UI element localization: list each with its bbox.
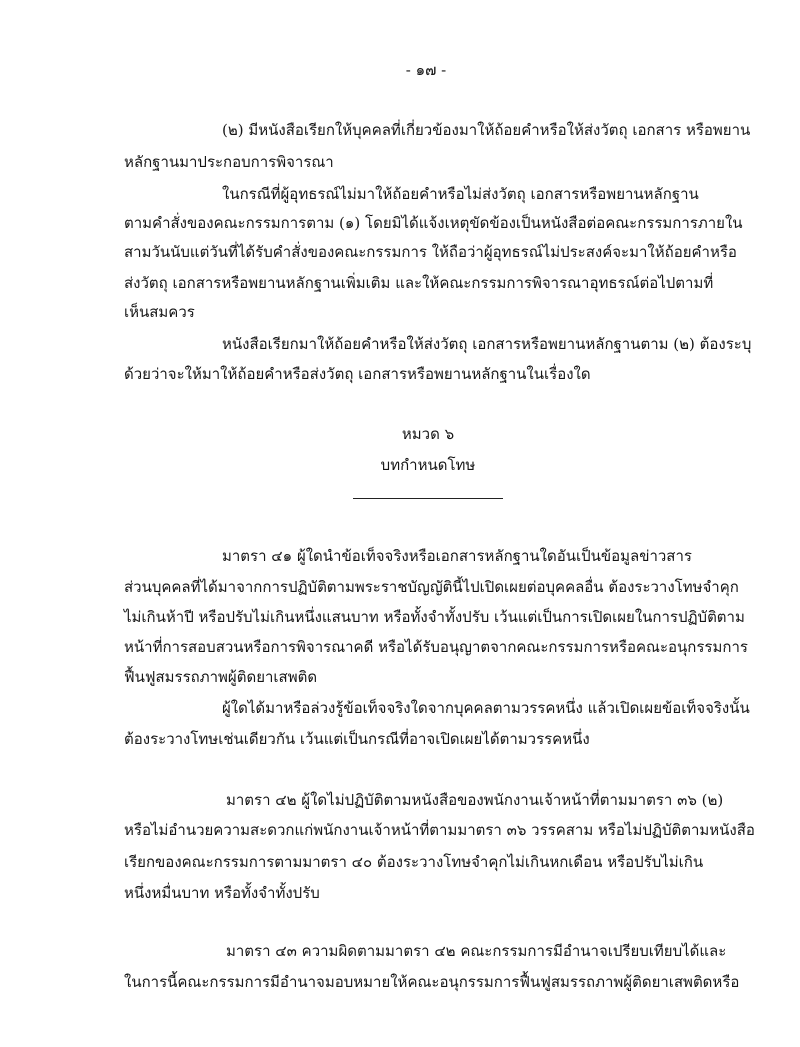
text-line: ในการนี้คณะกรรมการมีอำนาจมอบหมายให้คณะอนุกรรมการฟื้นฟูสมรรถภาพผู้ติดยาเสพติดหรือ: [124, 973, 740, 991]
text-line: มาตรา ๔๑ ผู้ใดนำข้อเท็จจริงหรือเอกสารหลักฐานใดอันเป็นข้อมูลข่าวสาร: [222, 547, 692, 565]
text-line: ฟื้นฟูสมรรถภาพผู้ติดยาเสพติด: [124, 668, 318, 686]
text-line: หรือไม่อำนวยความสะดวกแก่พนักงานเจ้าหน้าที่ตามมาตรา ๓๖ วรรคสาม หรือไม่ปฏิบัติตามหนังสือ: [124, 821, 755, 839]
text-line: ตามคำสั่งของคณะกรรมการตาม (๑) โดยมิได้แจ้งเหตุขัดข้องเป็นหนังสือต่อคณะกรรมการภายใน: [124, 214, 743, 232]
text-line: หนังสือเรียกมาให้ถ้อยคำหรือให้ส่งวัตถุ เอกสารหรือพยานหลักฐานตาม (๒) ต้องระบุ: [222, 335, 752, 353]
text-line: ด้วยว่าจะให้มาให้ถ้อยคำหรือส่งวัตถุ เอกสารหรือพยานหลักฐานในเรื่องใด: [124, 365, 591, 383]
text-line: ต้องระวางโทษเช่นเดียวกัน เว้นแต่เป็นกรณีที่อาจเปิดเผยได้ตามวรรคหนึ่ง: [124, 730, 590, 748]
text-line: ผู้ใดได้มาหรือล่วงรู้ข้อเท็จจริงใดจากบุคคลตามวรรคหนึ่ง แล้วเปิดเผยข้อเท็จจริงนั้น: [222, 699, 750, 717]
text-line: ไม่เกินห้าปี หรือปรับไม่เกินหนึ่งแสนบาท หรือทั้งจำทั้งปรับ เว้นแต่เป็นการเปิดเผยในการปฏิบัติตาม: [124, 608, 745, 626]
chapter-title: บทกำหนดโทษ: [380, 456, 476, 474]
text-line: มาตรา ๔๓ ความผิดตามมาตรา ๔๒ คณะกรรมการมีอำนาจเปรียบเทียบได้และ: [226, 942, 727, 960]
text-line: มาตรา ๔๒ ผู้ใดไม่ปฏิบัติตามหนังสือของพนักงานเจ้าหน้าที่ตามมาตรา ๓๖ (๒): [226, 791, 724, 809]
text-line: สามวันนับแต่วันที่ได้รับคำสั่งของคณะกรรมการ ให้ถือว่าผู้อุทธรณ์ไม่ประสงค์จะมาให้ถ้อยคำหรือ: [124, 243, 737, 261]
text-line: ส่งวัตถุ เอกสารหรือพยานหลักฐานเพิ่มเติม และให้คณะกรรมการพิจารณาอุทธรณ์ต่อไปตามที่: [124, 274, 714, 292]
text-line: (๒) มีหนังสือเรียกให้บุคคลที่เกี่ยวข้องมาให้ถ้อยคำหรือให้ส่งวัตถุ เอกสาร หรือพยาน: [222, 121, 751, 139]
page-number: - ๑๗ -: [405, 61, 447, 79]
text-line: ในกรณีที่ผู้อุทธรณ์ไม่มาให้ถ้อยคำหรือไม่ส่งวัตถุ เอกสารหรือพยานหลักฐาน: [222, 185, 699, 203]
text-line: หน้าที่การสอบสวนหรือการพิจารณาคดี หรือได้รับอนุญาตจากคณะกรรมการหรือคณะอนุกรรมการ: [124, 638, 748, 656]
text-line: เห็นสมควร: [124, 303, 195, 321]
text-line: หนึ่งหมื่นบาท หรือทั้งจำทั้งปรับ: [124, 884, 320, 902]
text-line: หลักฐานมาประกอบการพิจารณา: [124, 153, 334, 171]
text-line: ส่วนบุคคลที่ได้มาจากการปฏิบัติตามพระราชบัญญัตินี้ไปเปิดเผยต่อบุคคลอื่น ต้องระวางโทษจำคุก: [124, 578, 739, 596]
chapter-number: หมวด ๖: [401, 425, 455, 443]
text-line: เรียกของคณะกรรมการตามมาตรา ๔๐ ต้องระวางโทษจำคุกไม่เกินหกเดือน หรือปรับไม่เกิน: [124, 853, 704, 871]
chapter-divider: [353, 498, 503, 499]
